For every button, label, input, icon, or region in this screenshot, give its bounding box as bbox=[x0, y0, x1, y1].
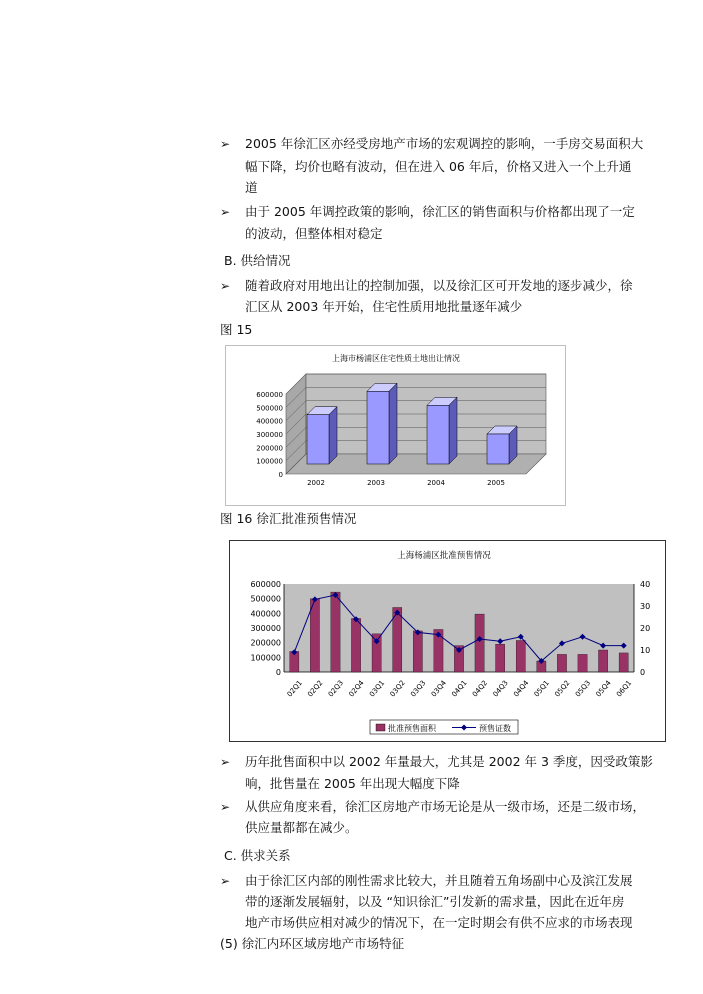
bullet-icon: ➢ bbox=[220, 755, 231, 769]
paragraph-line: 响，批售量在 2005 年出现大幅度下降 bbox=[245, 776, 460, 791]
x-tick-label: 04Q3 bbox=[491, 678, 510, 699]
bar-2004 bbox=[427, 397, 457, 464]
paragraph-line: 随着政府对用地出让的控制加强，以及徐汇区可开发地的逐步减少，徐 bbox=[245, 278, 633, 293]
bar-front bbox=[487, 434, 509, 464]
paragraph-line: 的波动，但整体相对稳定 bbox=[245, 226, 383, 241]
presale-chart-svg bbox=[230, 541, 665, 741]
x-tick-label: 02Q2 bbox=[306, 678, 325, 699]
bullet-icon: ➢ bbox=[220, 137, 231, 151]
legend-label-count: 预售证数 bbox=[479, 724, 511, 733]
y-left-tick-label: 0 bbox=[275, 668, 281, 677]
x-tick-label: 2003 bbox=[367, 479, 385, 487]
paragraph-line: 由于 2005 年调控政策的影响，徐汇区的销售面积与价格都出现了一定 bbox=[245, 204, 635, 219]
bullet-icon: ➢ bbox=[220, 279, 231, 293]
bar-02Q4 bbox=[351, 618, 360, 672]
x-tick-label: 02Q1 bbox=[285, 678, 304, 699]
paragraph-line: 历年批售面积中以 2002 年量最大，尤其是 2002 年 3 季度，因受政策影 bbox=[245, 754, 653, 769]
x-tick-label: 02Q4 bbox=[347, 678, 366, 699]
bar-06Q1 bbox=[619, 653, 628, 672]
paragraph-line: 地产市场供应相对减少的情况下，在一定时期会有供不应求的市场表现 bbox=[245, 915, 633, 930]
chart-title: 上海市杨浦区住宅性质土地出让情况 bbox=[332, 354, 460, 363]
x-tick-label: 03Q1 bbox=[367, 678, 387, 699]
y-right-tick-label: 20 bbox=[640, 624, 651, 633]
y-tick-label: 500000 bbox=[256, 404, 283, 413]
bar-front bbox=[307, 415, 329, 464]
bar-front bbox=[427, 405, 449, 464]
y-tick-label: 0 bbox=[278, 471, 283, 479]
x-tick-label: 05Q1 bbox=[532, 678, 551, 699]
x-tick-label: 05Q4 bbox=[594, 678, 613, 699]
bar-03Q3 bbox=[413, 631, 422, 672]
paragraph-line: 道 bbox=[245, 180, 258, 195]
land-transfer-chart-svg bbox=[226, 346, 565, 505]
x-tick-label: 02Q3 bbox=[326, 678, 346, 699]
x-tick-label: 04Q2 bbox=[470, 678, 490, 699]
x-tick-label: 2004 bbox=[427, 479, 445, 487]
figure-caption: 图 15 bbox=[220, 322, 253, 337]
y-right-tick-label: 10 bbox=[640, 646, 651, 655]
y-right-tick-label: 40 bbox=[640, 580, 651, 589]
figure-caption: 图 16 徐汇批准预售情况 bbox=[220, 511, 357, 526]
y-left-tick-label: 300000 bbox=[250, 624, 281, 633]
paragraph-line: 汇区从 2003 年开始，住宅性质用地批量逐年减少 bbox=[245, 299, 523, 314]
bar-2002 bbox=[307, 407, 337, 464]
bar-05Q2 bbox=[557, 654, 566, 672]
y-right-tick-label: 0 bbox=[640, 668, 646, 677]
bullet-icon: ➢ bbox=[220, 205, 231, 219]
bar-05Q3 bbox=[578, 654, 587, 672]
y-left-tick-label: 400000 bbox=[250, 609, 281, 619]
bar-2003 bbox=[367, 383, 397, 464]
y-tick-label: 200000 bbox=[256, 444, 283, 453]
bar-front bbox=[367, 391, 389, 464]
bullet-icon: ➢ bbox=[220, 800, 231, 814]
bar-04Q3 bbox=[496, 644, 505, 672]
x-tick-label: 2005 bbox=[487, 479, 505, 487]
paragraph-line: 2005 年徐汇区亦经受房地产市场的宏观调控的影响，一手房交易面积大 bbox=[245, 136, 644, 151]
bar-side bbox=[329, 407, 337, 464]
bar-05Q4 bbox=[598, 650, 607, 672]
bar-2005 bbox=[487, 426, 517, 464]
y-tick-label: 600000 bbox=[256, 391, 283, 399]
paragraph-line: 带的逐渐发展辐射，以及 “知识徐汇”引发新的需求量，因此在近年房 bbox=[245, 894, 625, 909]
x-tick-label: 05Q2 bbox=[553, 678, 572, 699]
bar-side bbox=[389, 383, 397, 464]
bar-04Q4 bbox=[516, 640, 525, 672]
presale-chart bbox=[229, 540, 666, 742]
bar-04Q2 bbox=[475, 614, 484, 672]
y-right-tick-label: 30 bbox=[640, 602, 651, 611]
x-tick-label: 06Q1 bbox=[615, 678, 634, 699]
y-left-tick-label: 500000 bbox=[250, 594, 281, 604]
y-tick-label: 400000 bbox=[256, 417, 283, 426]
paragraph-line: 由于徐汇区内部的刚性需求比较大，并且随着五角场副中心及滨江发展 bbox=[245, 873, 633, 888]
x-tick-label: 05Q3 bbox=[573, 678, 593, 699]
x-tick-label: 03Q3 bbox=[409, 678, 428, 699]
section-heading: C. 供求关系 bbox=[224, 848, 291, 863]
bar-02Q2 bbox=[310, 599, 319, 672]
bar-side bbox=[449, 397, 457, 464]
x-tick-label: 04Q1 bbox=[450, 678, 469, 699]
y-left-tick-label: 200000 bbox=[250, 638, 281, 648]
x-tick-label: 03Q4 bbox=[429, 678, 449, 699]
y-tick-label: 100000 bbox=[256, 457, 283, 466]
section-heading: (5) 徐汇内环区域房地产市场特征 bbox=[220, 936, 405, 951]
paragraph-line: 从供应角度来看，徐汇区房地产市场无论是从一级市场，还是二级市场， bbox=[245, 799, 646, 814]
y-tick-label: 300000 bbox=[256, 431, 283, 439]
x-tick-label: 2002 bbox=[307, 479, 325, 487]
x-tick-label: 03Q2 bbox=[388, 678, 407, 699]
bullet-icon: ➢ bbox=[220, 874, 231, 888]
section-heading: B. 供给情况 bbox=[224, 253, 291, 268]
y-left-tick-label: 600000 bbox=[250, 580, 281, 589]
legend-label-area: 批准预售面积 bbox=[388, 724, 436, 733]
y-left-tick-label: 100000 bbox=[250, 653, 281, 663]
land-transfer-chart bbox=[225, 345, 566, 506]
bar-02Q3 bbox=[331, 592, 340, 672]
legend-swatch-area bbox=[376, 724, 385, 731]
chart-title: 上海杨浦区批准预售情况 bbox=[397, 551, 491, 561]
paragraph-line: 供应量都都在减少。 bbox=[245, 820, 358, 835]
x-tick-label: 04Q4 bbox=[512, 678, 531, 699]
paragraph-line: 幅下降，均价也略有波动，但在进入 06 年后，价格又进入一个上升通 bbox=[245, 159, 632, 174]
